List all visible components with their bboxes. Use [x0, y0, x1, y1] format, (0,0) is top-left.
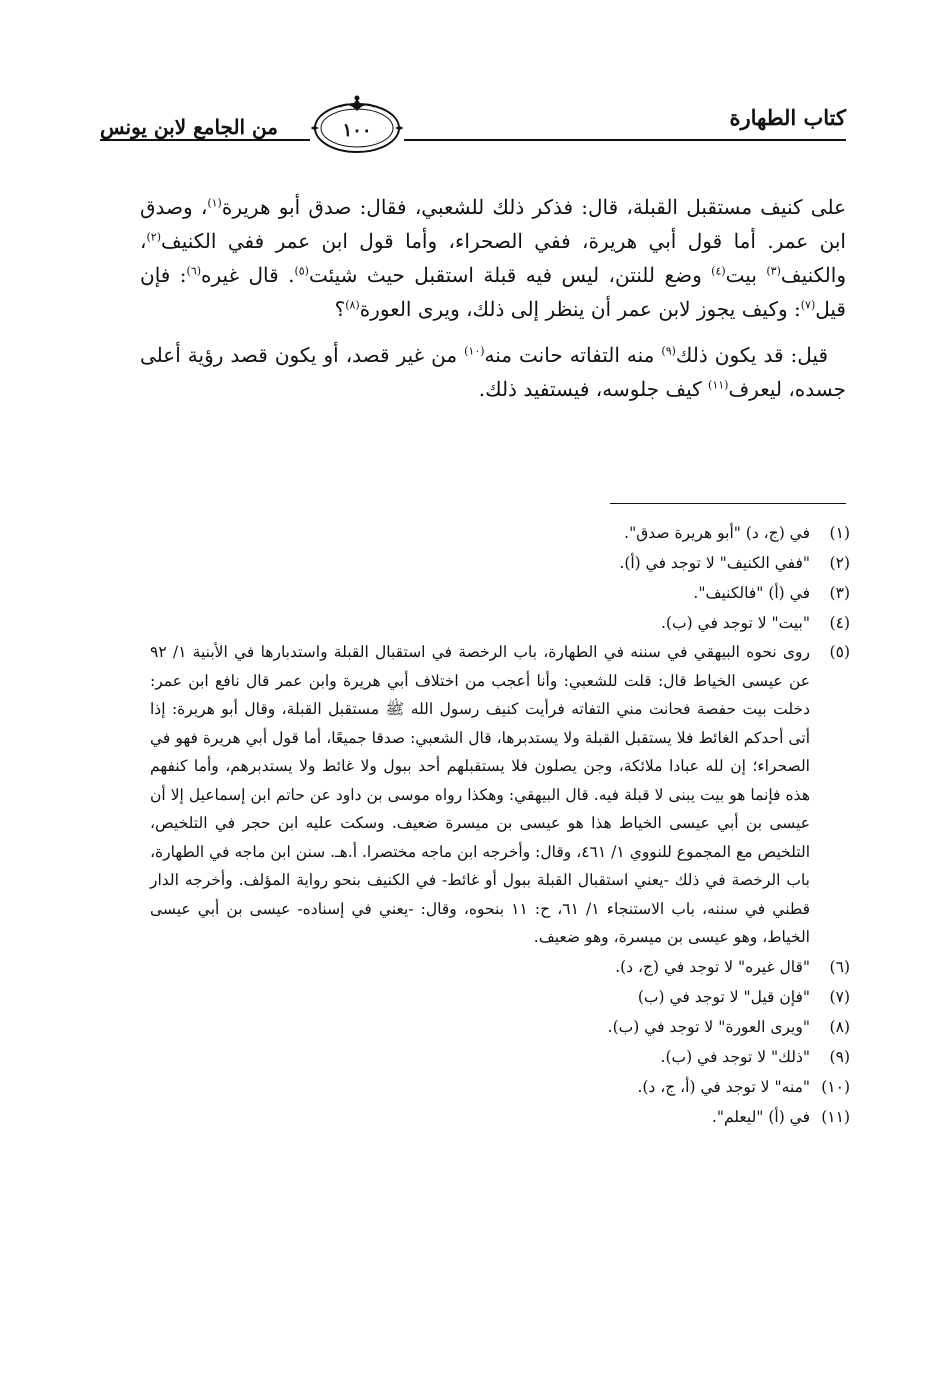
- page-number-ornament: [310, 95, 404, 157]
- text-segment: ، وصدق ابن عمر. أما قول أبي هريرة، ففي الصحراء، وأما قول ابن عمر ففي الكنيف: [140, 195, 846, 253]
- footnote-ref: (٧): [800, 298, 816, 312]
- footnote-ref: (٦): [186, 264, 202, 278]
- footnote-text: "فإن قيل" لا توجد في (ب): [637, 987, 810, 1006]
- footnote-text: "ففي الكنيف" لا توجد في (أ).: [619, 554, 810, 572]
- footnote-number: (١): [829, 524, 850, 542]
- text-segment: ؟: [334, 297, 346, 321]
- text-segment: على كنيف مستقبل القبلة، قال: فذكر ذلك للشعبي، فقال: صدق أبو هريرة: [221, 195, 847, 219]
- footnote-ref: (٤): [711, 264, 726, 278]
- footnote-text: "ويرى العورة" لا توجد في (ب).: [607, 1017, 810, 1036]
- footnote-text: "ذلك" لا توجد في (ب).: [660, 1047, 810, 1066]
- footnote-item: [150, 1012, 850, 1042]
- text-segment: ، والكنيف: [140, 229, 846, 287]
- footnote-ref: (٥): [294, 264, 309, 278]
- footnote-number: (٤): [829, 614, 850, 632]
- footnote-item: [150, 982, 850, 1012]
- footnote-text: روى نحوه البيهقي في سننه في الطهارة، باب الرخصة في استقبال القبلة واستدبارها في الأبنية ١/ ٩٢ عن عيسى الخياط قال: قلت للشعبي: وأنا أعجب من اختلاف أبي هريرة وابن عمر قال نافع ابن عمر: دخلت بيت حفصة فحانت مني التفاته فرأيت كنيف رسول الله ﷺ مستقبل القبلة، وقال أبو هريرة: إذا أتى أحدكم الغائط فلا يستقبل القبلة ولا يستدبرها، قال الشعبي: صدقا جميعًا، أما قول أبي هريرة فهو في الصحراء؛ إن لله عبادا ملائكة، وجن يصلون فلا يستقبلهم أحد ببول ولا غائط ولا يستدبرهم، وأما كنفهم هذه فإنما هو بيت يبنى لا قبلة فيه. قال البيهقي: وهكذا رواه موسى بن داود عن حاتم ابن إسماعيل إلا أن عيسى بن أبي عيسى الخياط هذا هو عيسى بن ميسرة ضعيف. وسكت عليه ابن حجر في التلخيص، التلخيص مع المجموع للنووي ١/ ٤٦١، وقال: وأخرجه ابن ماجه مختصرا. أ.هـ. سنن ابن ماجه في الطهارة، باب الرخصة في ذلك -يعني استقبال القبلة ببول أو غائط- في الكنيف بنحو رواية المؤلف. وأخرجه الدار قطني في سننه، باب الاستنجاء ١/ ٦١، ح: ١١ بنحوه، وقال: -يعني في إسناده- عيسى بن أبي عيسى الخياط، وهو عيسى بن ميسرة، وهو ضعيف.: [150, 643, 810, 946]
- footnote-number: (٩): [829, 1047, 850, 1066]
- page-number: ١٠٠: [342, 120, 372, 141]
- footnote-number: (٥): [829, 643, 850, 661]
- footnote-ref: (٨): [345, 298, 360, 312]
- footnote-ref: (٩): [661, 344, 676, 358]
- footnote-separator: [610, 503, 846, 504]
- footnote-number: (١٠): [821, 1077, 850, 1096]
- footnote-ref: (١): [207, 196, 222, 210]
- footnote-item: [150, 1102, 850, 1132]
- footnote-item: [150, 548, 850, 578]
- footnote-ref: (٣): [766, 264, 781, 278]
- book-title: كتاب الطهارة: [729, 105, 846, 130]
- footnote-item: [150, 1072, 850, 1102]
- footnote-item: [150, 578, 850, 608]
- footnote-number: (٢): [829, 554, 850, 572]
- paragraph-1: [140, 190, 846, 326]
- footnote-text: في (أ) "فالكنيف".: [693, 584, 810, 602]
- source-title: من الجامع لابن يونس: [100, 115, 278, 139]
- footnote-number: (١١): [821, 1107, 850, 1126]
- text-segment: منه التفاته حانت منه: [484, 343, 662, 367]
- header-rule: [100, 139, 846, 141]
- text-segment: : فإن قيل: [140, 263, 846, 321]
- text-segment: وضع للنتن، ليس فيه قبلة استقبل حيث شيئت: [308, 263, 712, 287]
- page-header: [100, 95, 846, 155]
- footnote-number: (٨): [829, 1017, 850, 1036]
- text-segment: بيت: [725, 263, 767, 287]
- text-segment: من غير قصد، أو يكون قصد رؤية أعلى جسده، ليعرف: [140, 343, 846, 401]
- paragraph-2: [140, 338, 846, 406]
- main-text: [140, 190, 846, 418]
- footnote-text: "قال غيره" لا توجد في (ج، د).: [615, 957, 810, 976]
- footnote-item: [150, 952, 850, 982]
- text-segment: قيل: قد يكون ذلك: [675, 343, 829, 367]
- footnote-item: [150, 608, 850, 638]
- footnote-number: (٧): [829, 987, 850, 1006]
- footnote-item: [150, 518, 850, 548]
- footnote-number: (٣): [829, 584, 850, 602]
- footnote-ref: (٢): [146, 230, 161, 244]
- footnote-ref: (١١): [708, 378, 729, 392]
- footnote-ref: (١٠): [464, 344, 485, 358]
- text-segment: : وكيف يجوز لابن عمر أن ينظر إلى ذلك، ويرى العورة: [359, 297, 801, 321]
- footnotes-list: [150, 518, 850, 1132]
- text-segment: كيف جلوسه، فيستفيد ذلك.: [478, 377, 709, 401]
- footnote-text: في (أ) "ليعلم".: [711, 1107, 810, 1126]
- footnote-number: (٦): [829, 957, 850, 976]
- footnote-item: [150, 638, 850, 952]
- footnote-text: "منه" لا توجد في (أ، ج، د).: [637, 1077, 810, 1096]
- footnote-text: "بيت" لا توجد في (ب).: [661, 614, 810, 632]
- footnote-text: في (ج، د) "أبو هريرة صدق".: [624, 524, 810, 542]
- footnote-item: [150, 1042, 850, 1072]
- text-segment: . قال غيره: [201, 263, 295, 287]
